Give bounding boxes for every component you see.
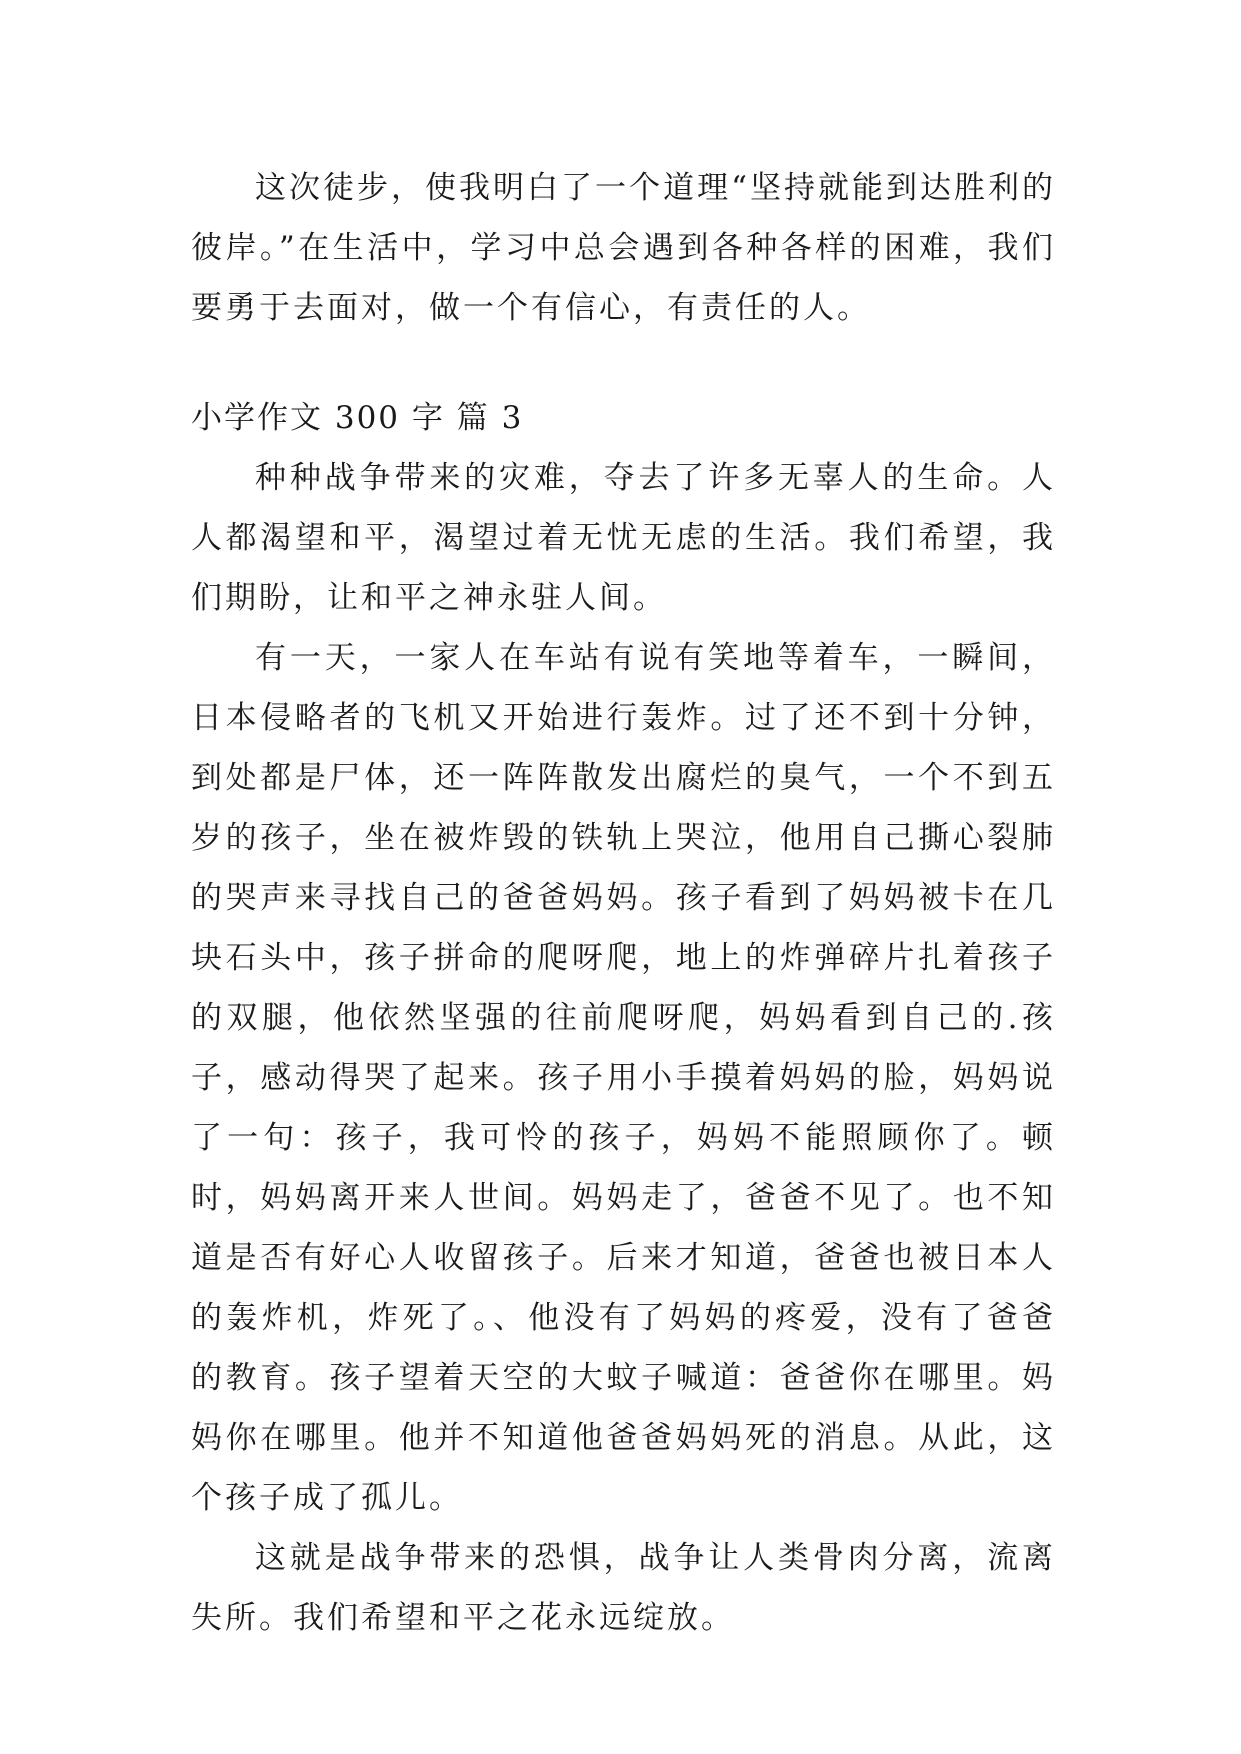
section-spacer bbox=[191, 338, 1056, 388]
paragraph-story: 有一天，一家人在车站有说有笑地等着车，一瞬间，日本侵略者的飞机又开始进行轰炸。过了还不到十分钟，到处都是尸体，还一阵阵散发出腐烂的臭气，一个不到五岁的孩子，坐在被炸毁的铁轨上哭泣，他用自己撕心裂肺的哭声来寻找自己的爸爸妈妈。孩子看到了妈妈被卡在几块石头中，孩子拼命的爬呀爬，地上的炸弹碎片扎着孩子的双腿，他依然坚强的往前爬呀爬，妈妈看到自己的.孩子，感动得哭了起来。孩子用小手摸着妈妈的脸，妈妈说了一句：孩子，我可怜的孩子，妈妈不能照顾你了。顿时，妈妈离开来人世间。妈妈走了，爸爸不见了。也不知道是否有好心人收留孩子。后来才知道，爸爸也被日本人的轰炸机，炸死了。、他没有了妈妈的疼爱，没有了爸爸的教育。孩子望着天空的大蚊子喊道：爸爸你在哪里。妈妈你在哪里。他并不知道他爸爸妈妈死的消息。从此，这个孩子成了孤儿。 bbox=[191, 640, 1056, 1516]
paragraph-conclusion: 这就是战争带来的恐惧，战争让人类骨肉分离，流离失所。我们希望和平之花永远绽放。 bbox=[191, 1540, 1056, 1636]
paragraph-intro: 种种战争带来的灾难，夺去了许多无辜人的生命。人人都渴望和平，渴望过着无忧无虑的生活。我们希望，我们期盼，让和平之神永驻人间。 bbox=[191, 460, 1056, 616]
section-heading: 小学作文 300 字 篇 3 bbox=[191, 400, 524, 436]
paragraph-conclusion-previous: 这次徒步，使我明白了一个道理“坚持就能到达胜利的彼岸。”在生活中，学习中总会遇到各种各样的困难，我们要勇于去面对，做一个有信心，有责任的人。 bbox=[191, 170, 1056, 326]
document-body bbox=[191, 158, 1056, 1648]
